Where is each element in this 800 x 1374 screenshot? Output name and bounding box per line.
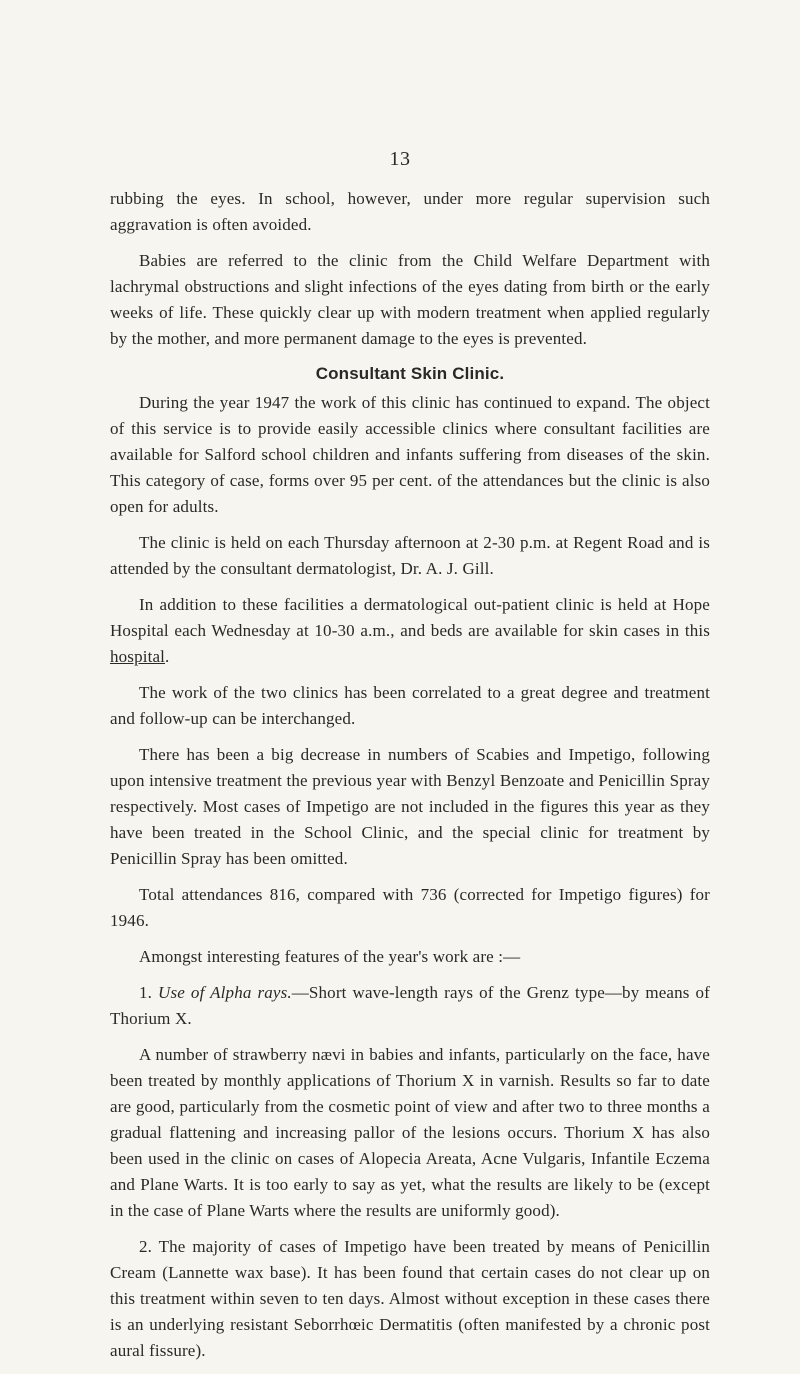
- item-title: Use of Alpha rays.: [158, 983, 292, 1002]
- item-number: 1.: [139, 983, 159, 1002]
- underlined-word: hospital: [110, 647, 166, 666]
- paragraph-decrease: There has been a big decrease in numbers of Scabies and Impetigo, following upon intensive treatment the previous year with Benzyl Benzoate and Penicillin Spray respectively. Most cases of Impetigo are not included in the figures this year as they have been treated in the School Clinic, and the special clinic for treatment by Penicillin Spray has been omitted.: [110, 745, 710, 868]
- paragraph-clinic-times: The clinic is held on each Thursday afternoon at 2-30 p.m. at Regent Road and is attended by the consultant dermatologist, Dr. A. J. Gill.: [110, 533, 710, 578]
- paragraph-naevi: A number of strawberry nævi in babies and infants, particularly on the face, have been treated by monthly applications of Thorium X in varnish. Results so far to date are good, particularly from the cosmetic point of view and after two to three months a gradual flattening and increasing pallor of the lesions occurs. Thorium X has also been used in the clinic on cases of Alopecia Areata, Acne Vulgaris, Infantile Eczema and Plane Warts. It is too early to say as yet, what the results are likely to be (except in the case of Plane Warts where the results are uniformly good).: [110, 1045, 710, 1220]
- page-number: 13: [389, 148, 411, 170]
- paragraph-attendances: Total attendances 816, compared with 736 (corrected for Impetigo figures) for 1946.: [110, 885, 710, 930]
- page-body: [110, 186, 710, 1374]
- item-description: —Short wave-length rays of the Grenz type—by means of Thorium X.: [110, 983, 710, 1028]
- paragraph-hope-hospital: [110, 592, 710, 670]
- text-fragment: .: [165, 647, 170, 666]
- paragraph-features-intro: Amongst interesting features of the year's work are :—: [139, 947, 521, 966]
- section-heading: Consultant Skin Clinic.: [315, 364, 505, 383]
- text-fragment: In addition to these facilities a dermatological out-patient clinic is held at Hope Hospital each Wednesday at 10-30 a.m., and beds are available for skin cases in this: [110, 595, 710, 640]
- paragraph-item-2: 2. The majority of cases of Impetigo have been treated by means of Penicillin Cream (Lannette wax base). It has been found that certain cases do not clear up on this treatment within seven to ten days. Almost without exception in these cases there is an underlying resistant Seborrhœic Dermatitis (often manifested by a chronic post aural fissure).: [110, 1237, 710, 1360]
- paragraph-babies: Babies are referred to the clinic from the Child Welfare Department with lachrymal obstructions and slight infections of the eyes dating from birth or the early weeks of life. These quickly clear up with modern treatment when applied regularly by the mother, and more permanent damage to the eyes is prevented.: [110, 251, 710, 348]
- paragraph-item-1: [110, 980, 710, 1032]
- paragraph-continued: rubbing the eyes. In school, however, under more regular supervision such aggravation is often avoided.: [110, 189, 710, 234]
- paragraph-year-1947: During the year 1947 the work of this clinic has continued to expand. The object of this service is to provide easily accessible clinics where consultant facilities are available for Salford school children and infants suffering from diseases of the skin. This category of case, forms over 95 per cent. of the attendances but the clinic is also open for adults.: [110, 393, 710, 516]
- paragraph-correlation: The work of the two clinics has been correlated to a great degree and treatment and follow-up can be interchanged.: [110, 683, 710, 728]
